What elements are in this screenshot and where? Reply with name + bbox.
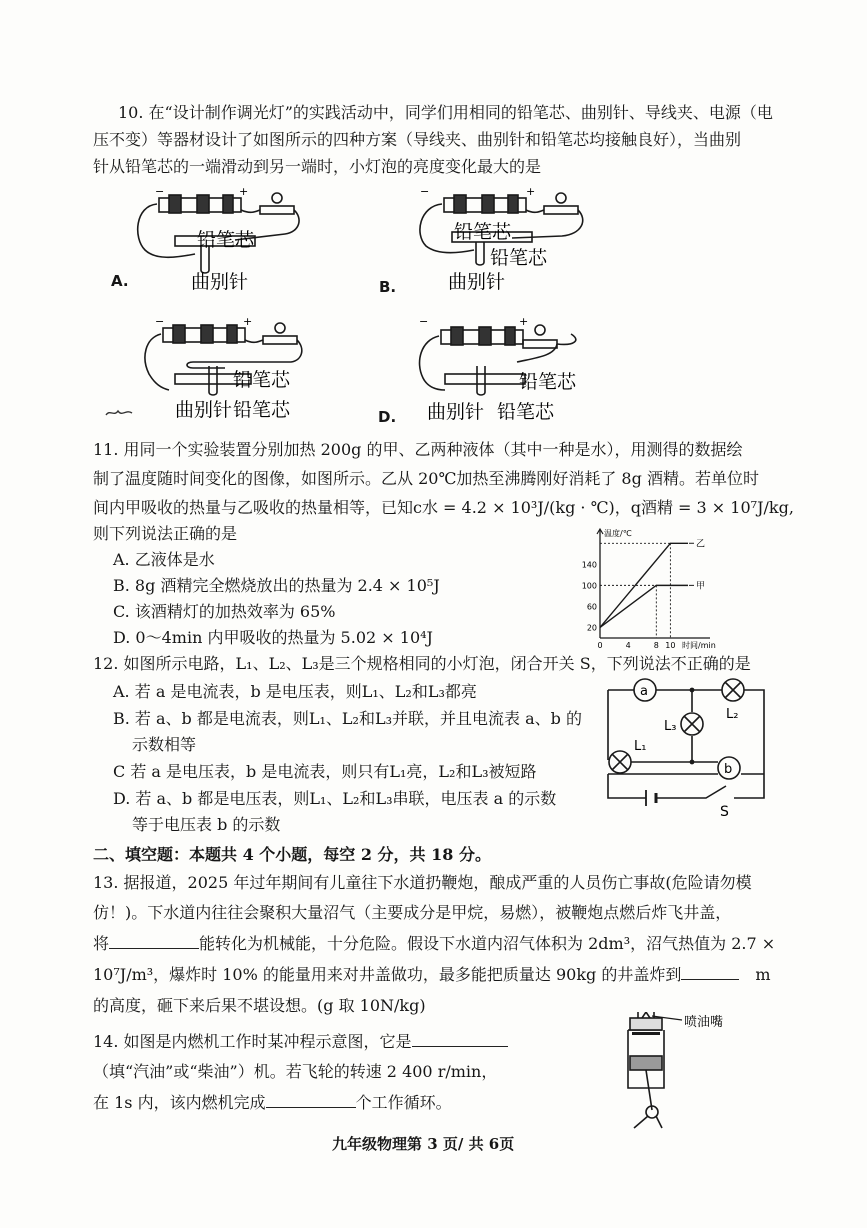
q13-blank-1[interactable] <box>109 930 199 949</box>
svg-text:+: + <box>519 318 529 328</box>
piston-icon <box>630 1056 662 1070</box>
q11-line4: 则下列说法正确的是 <box>93 524 238 543</box>
q10-line1: 10. 在“设计制作调光灯”的实践活动中，同学们用相同的铅笔芯、曲别针、导线夹、电源（电 <box>118 103 773 122</box>
q10-figure-a <box>105 188 305 296</box>
l1-label: L₁ <box>634 739 647 754</box>
l2-label: L₂ <box>726 707 739 722</box>
q12-circuit-diagram <box>596 678 774 818</box>
q14-line3-prefix: 在 1s 内，该内燃机完成 <box>93 1093 266 1112</box>
clip-label: 曲别针 <box>448 271 506 293</box>
q14-line2: （填“汽油”或“柴油”）机。若飞轮的转速 2 400 r/min， <box>93 1062 498 1081</box>
clip-label: 曲别针 <box>191 271 249 293</box>
series-name-label: 甲 <box>696 581 706 592</box>
y-tick-label: 20 <box>586 623 597 633</box>
q14-blank-1[interactable] <box>412 1028 508 1047</box>
x-tick-label: 8 <box>653 641 659 650</box>
q11-option-a[interactable]: A. 乙液体是水 <box>113 550 215 569</box>
q13-line3-prefix: 将 <box>93 934 110 953</box>
chart-labels <box>582 528 716 650</box>
q13-line2: 仿！)。下水道内往往会聚积大量沼气（主要成分是甲烷，易燃），被鞭炮点燃后炸飞井盖， <box>93 903 732 922</box>
svg-text:−: − <box>419 318 429 328</box>
q14-blank-2[interactable] <box>266 1089 356 1108</box>
x-tick-label: 0 <box>597 641 603 650</box>
q11-line2: 制了温度随时间变化的图像，如图所示。乙从 20℃加热至沸腾刚好消耗了 8g 酒精。若单位时 <box>93 469 759 488</box>
engine-diagram <box>612 1012 772 1130</box>
lead-label-2: 铅笔芯 <box>233 399 291 421</box>
x-tick-label: 4 <box>625 641 631 650</box>
clip-label: 曲别针 <box>427 401 485 423</box>
q14-line3-suffix: 个工作循环。 <box>355 1093 452 1112</box>
scribble-mark <box>104 404 134 416</box>
q13-line4-unit: m <box>755 965 771 984</box>
switch-label: S <box>720 804 729 818</box>
q10-figure-c <box>105 318 305 424</box>
x-tick-label: 10 <box>665 641 676 650</box>
y-axis-label: 温度/℃ <box>604 529 632 538</box>
q12-option-c[interactable]: C 若 a 是电压表，b 是电流表，则只有L₁亮，L₂和L₃被短路 <box>113 762 537 781</box>
lead-label-1: 铅笔芯 <box>519 371 577 393</box>
svg-text:+: + <box>239 188 249 198</box>
bulb-icon <box>272 193 282 203</box>
q10-figure-d <box>405 318 605 424</box>
q12-option-b-line2: 示数相等 <box>132 735 197 754</box>
q11-option-c[interactable]: C. 该酒精灯的加热效率为 65% <box>113 602 336 621</box>
lead-label-2: 铅笔芯 <box>497 401 555 423</box>
svg-text:+: + <box>243 318 253 328</box>
q12-option-d-line1[interactable]: D. 若 a、b 都是电压表，则L₁、L₂和L₃串联，电压表 a 的示数 <box>113 789 557 808</box>
series-line-2 <box>600 585 688 627</box>
svg-text:−: − <box>155 318 165 328</box>
y-tick-label: 60 <box>586 602 597 612</box>
q13-line3-suffix: 能转化为机械能，十分危险。假设下水道内沼气体积为 2dm³，沼气热值为 2.7 × <box>199 934 776 953</box>
temperature-time-chart <box>576 524 772 652</box>
q11-option-b[interactable]: B. 8g 酒精完全燃烧放出的热量为 2.4 × 10⁵J <box>113 576 440 595</box>
q13-line4-prefix: 10⁷J/m³，爆炸时 10% 的能量用来对井盖做功，最多能把质量达 90kg 的井盖炸到 <box>93 965 682 984</box>
q11-line3: 间内甲吸收的热量与乙吸收的热量相等，已知c水 = 4.2 × 10³J/(kg · ℃)，q酒精 = 3 × 10⁷J/kg, <box>93 498 794 517</box>
q14-line3 <box>93 1089 452 1116</box>
q12-option-d-line2: 等于电压表 b 的示数 <box>132 815 281 834</box>
section-2-title: 二、填空题：本题共 4 个小题，每空 2 分，共 18 分。 <box>93 845 491 864</box>
bulb-icon <box>275 323 285 333</box>
q10-figure-b <box>392 188 592 296</box>
svg-text:+: + <box>526 188 536 198</box>
q13-line1: 13. 据报道，2025 年过年期间有儿童往下水道扔鞭炮，酿成严重的人员伤亡事故(危险请勿模 <box>93 873 752 892</box>
q10-option-a[interactable]: A. <box>111 272 129 290</box>
q13-line3 <box>93 930 775 957</box>
injector-label: 喷油嘴 <box>684 1015 724 1030</box>
y-tick-label: 100 <box>581 581 597 591</box>
meter-b-label: b <box>724 762 733 777</box>
q14-line1-text: 14. 如图是内燃机工作时某冲程示意图，它是 <box>93 1032 412 1051</box>
q12-option-b-line1[interactable]: B. 若 a、b 都是电流表，则L₁、L₂和L₃并联，并且电流表 a、b 的 <box>113 709 582 728</box>
q13-line5: 的高度，砸下来后果不堪设想。(g 取 10N/kg) <box>93 996 426 1015</box>
page-footer: 九年级物理第 3 页/ 共 6页 <box>332 1135 515 1153</box>
bulb-icon <box>556 193 566 203</box>
bulb-base <box>260 206 294 214</box>
q10-line3: 针从铅笔芯的一端滑动到另一端时，小灯泡的亮度变化最大的是 <box>93 157 542 176</box>
clip-label: 曲别针 <box>175 399 233 421</box>
q12-line1: 12. 如图所示电路，L₁、L₂、L₃是三个规格相同的小灯泡，闭合开关 S，下列说法不正确的是 <box>93 654 751 673</box>
svg-text:−: − <box>155 188 165 198</box>
q10-option-d[interactable]: D. <box>378 408 397 426</box>
x-axis-label: 时间/min <box>682 641 716 650</box>
lead-label-1: 铅笔芯 <box>454 221 512 243</box>
lead-label: 铅笔芯 <box>197 229 255 251</box>
lead-label-1: 铅笔芯 <box>233 369 291 391</box>
y-tick-label: 140 <box>581 560 597 570</box>
q11-line1: 11. 用同一个实验装置分别加热 200g 的甲、乙两种液体（其中一种是水），用测得的数据绘 <box>93 440 743 459</box>
bulb-icon <box>535 325 545 335</box>
q14-line1 <box>93 1028 508 1055</box>
chart-axes <box>597 529 710 638</box>
meter-a-label: a <box>640 684 648 699</box>
q10-option-b[interactable]: B. <box>379 278 397 296</box>
chart-series <box>600 543 694 638</box>
series-name-label: 乙 <box>696 539 706 550</box>
q11-option-d[interactable]: D. 0～4min 内甲吸收的热量为 5.02 × 10⁴J <box>113 628 433 647</box>
lead-label-2: 铅笔芯 <box>490 247 548 269</box>
q13-blank-2[interactable] <box>681 961 739 980</box>
q12-option-a[interactable]: A. 若 a 是电流表，b 是电压表，则L₁、L₂和L₃都亮 <box>113 682 477 701</box>
q10-line2: 压不变）等器材设计了如图所示的四种方案（导线夹、曲别针和铅笔芯均接触良好），当曲别 <box>93 130 742 149</box>
l3-label: L₃ <box>664 719 677 734</box>
q13-line4 <box>93 961 771 988</box>
svg-text:−: − <box>420 188 430 198</box>
